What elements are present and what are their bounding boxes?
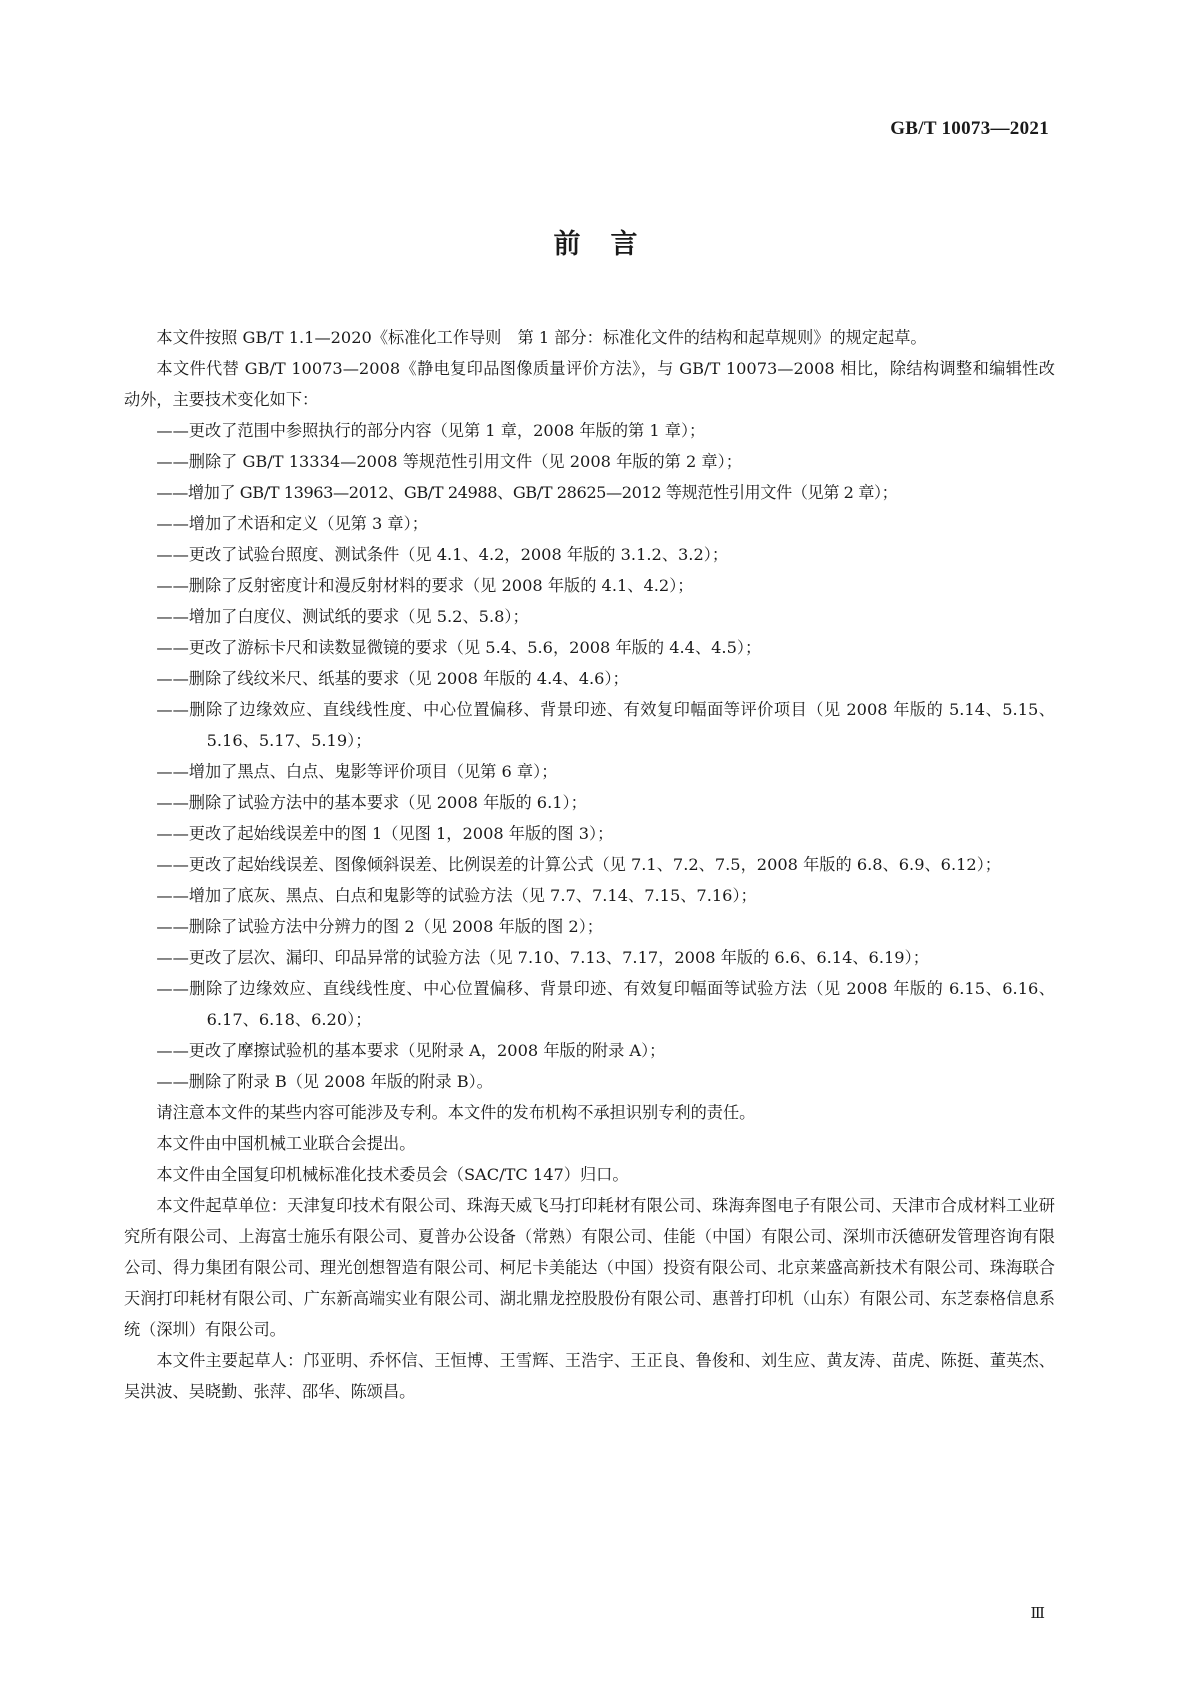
change-item: ——删除了边缘效应、直线线性度、中心位置偏移、背景印迹、有效复印幅面等评价项目（见 2008 年版的 5.14、5.15、5.16、5.17、5.19）；	[156, 700, 1055, 750]
change-item: ——增加了黑点、白点、鬼影等评价项目（见第 6 章）；	[156, 762, 558, 781]
change-item: ——删除了线纹米尺、纸基的要求（见 2008 年版的 4.4、4.6）；	[156, 669, 629, 688]
change-item: ——更改了起始线误差中的图 1（见图 1，2008 年版的图 3）；	[156, 824, 614, 843]
change-item: ——删除了反射密度计和漫反射材料的要求（见 2008 年版的 4.1、4.2）；	[156, 576, 694, 595]
change-item: ——更改了摩擦试验机的基本要求（见附录 A，2008 年版的附录 A）；	[156, 1041, 666, 1060]
change-item: ——增加了白度仪、测试纸的要求（见 5.2、5.8）；	[156, 607, 529, 626]
document-body	[124, 322, 1055, 1407]
change-item: ——更改了起始线误差、图像倾斜误差、比例误差的计算公式（见 7.1、7.2、7.5，2008 年版的 6.8、6.9、6.12）；	[156, 855, 1001, 874]
change-item: ——更改了游标卡尺和读数显微镜的要求（见 5.4、5.6，2008 年版的 4.4、4.5）；	[156, 638, 762, 657]
paragraph-drafters: 本文件主要起草人：邝亚明、乔怀信、王恒博、王雪辉、王浩宇、王正良、鲁俊和、刘生应、黄友涛、苗虎、陈挺、董英杰、吴洪波、吴晓勤、张萍、邵华、陈颂昌。	[124, 1351, 1055, 1401]
change-item: ——删除了试验方法中的基本要求（见 2008 年版的 6.1）；	[156, 793, 587, 812]
change-item: ——更改了试验台照度、测试条件（见 4.1、4.2，2008 年版的 3.1.2、3.2）；	[156, 545, 729, 564]
paragraph-committee: 本文件由全国复印机械标准化技术委员会（SAC/TC 147）归口。	[156, 1165, 629, 1184]
change-item: ——更改了层次、漏印、印品异常的试验方法（见 7.10、7.13、7.17，2008 年版的 6.6、6.14、6.19）；	[156, 948, 929, 967]
change-item: ——增加了术语和定义（见第 3 章）；	[156, 514, 428, 533]
change-item: ——更改了范围中参照执行的部分内容（见第 1 章，2008 年版的第 1 章）；	[156, 421, 706, 440]
change-item: ——增加了底灰、黑点、白点和鬼影等的试验方法（见 7.7、7.14、7.15、7.16）；	[156, 886, 757, 905]
page-number: Ⅲ	[1030, 1606, 1045, 1622]
paragraph-replacement: 本文件代替 GB/T 10073—2008《静电复印品图像质量评价方法》，与 GB/T 10073—2008 相比，除结构调整和编辑性改动外，主要技术变化如下：	[124, 359, 1055, 409]
change-item: ——删除了附录 B（见 2008 年版的附录 B）。	[156, 1072, 493, 1091]
change-item: ——删除了试验方法中分辨力的图 2（见 2008 年版的图 2）；	[156, 917, 603, 936]
change-item: ——增加了 GB/T 13963—2012、GB/T 24988、GB/T 28625—2012 等规范性引用文件（见第 2 章）；	[156, 483, 898, 502]
paragraph-proposer: 本文件由中国机械工业联合会提出。	[156, 1134, 416, 1153]
paragraph-patent-notice: 请注意本文件的某些内容可能涉及专利。本文件的发布机构不承担识别专利的责任。	[156, 1103, 756, 1122]
paragraph-drafting-rules: 本文件按照 GB/T 1.1—2020《标准化工作导则 第 1 部分：标准化文件的结构和起草规则》的规定起草。	[156, 328, 927, 347]
page-title: 前言	[553, 229, 668, 260]
change-item: ——删除了 GB/T 13334—2008 等规范性引用文件（见 2008 年版的第 2 章）；	[156, 452, 742, 471]
paragraph-drafting-units: 本文件起草单位：天津复印技术有限公司、珠海天威飞马打印耗材有限公司、珠海奔图电子有限公司、天津市合成材料工业研究所有限公司、上海富士施乐有限公司、夏普办公设备（常熟）有限公司、佳能（中国）有限公司、深圳市沃德研发管理咨询有限公司、得力集团有限公司、理光创想智造有限公司、柯尼卡美能达（中国）投资有限公司、北京莱盛高新技术有限公司、珠海联合天润打印耗材有限公司、广东新高端实业有限公司、湖北鼎龙控股股份有限公司、惠普打印机（山东）有限公司、东芝泰格信息系统（深圳）有限公司。	[124, 1196, 1055, 1339]
standard-code: GB/T 10073—2021	[890, 118, 1049, 139]
change-item: ——删除了边缘效应、直线线性度、中心位置偏移、背景印迹、有效复印幅面等试验方法（见 2008 年版的 6.15、6.16、6.17、6.18、6.20）；	[156, 979, 1055, 1029]
